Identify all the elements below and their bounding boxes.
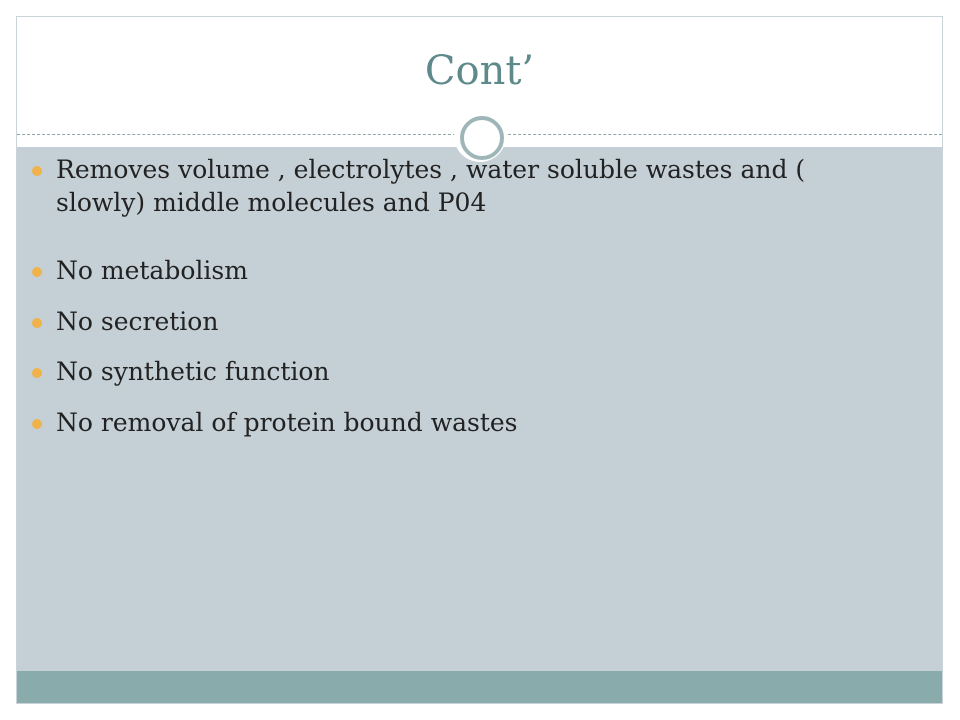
bullet-dot-icon [32,166,42,176]
bullet-text: No secretion [56,306,219,336]
bullet-text: Removes volume , electrolytes , water soluble wastes and ( slowly) middle molecules and P04 [56,155,806,217]
bullet-text: No removal of protein bound wastes [56,407,518,437]
bullet-dot-icon [32,368,42,378]
bullet-dot-icon [32,267,42,277]
bullet-item [32,407,892,440]
bullet-dot-icon [32,419,42,429]
bullet-text: No metabolism [56,256,248,285]
bullet-item [32,356,892,389]
bullet-dot-icon [32,318,42,328]
bullet-item [32,255,892,288]
bullet-item [32,306,892,339]
slide-title: Cont’ [424,48,535,94]
footer-band [17,671,942,704]
bullet-text: No synthetic function [56,357,330,386]
bullet-item [32,154,892,219]
bullet-list [32,154,892,457]
